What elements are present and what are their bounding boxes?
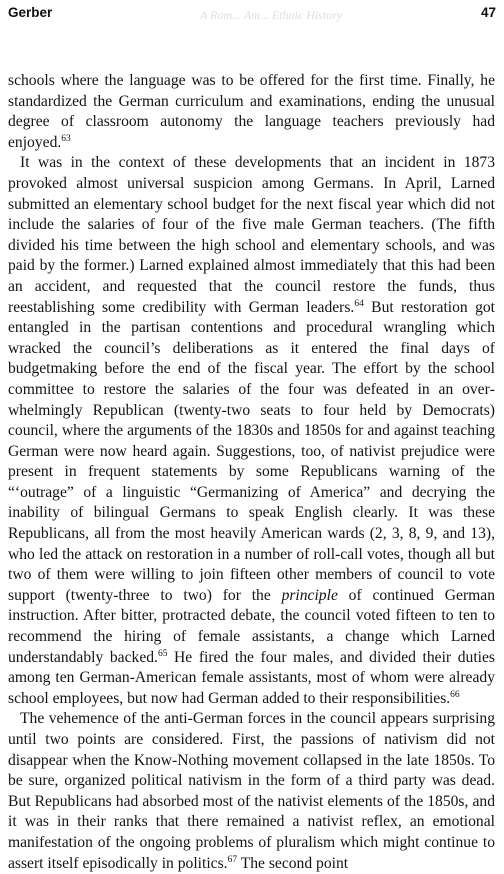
paragraph-2	[8, 153, 495, 709]
paragraph-2-text-a: It was in the context of these developments that an incident in 1873 provoked almost universal suspicion among Germans. In April, Larned submitted an elementary school budget for the next fiscal year which did not include the salaries of four of the five male German teachers. (The fifth divided his time between the high school and elementary schools, and was paid by the former.) Larned explained almost immediately that this had been an accident, and requested that the council restore the funds, thus reestablishing some credibility with German leaders.	[8, 154, 495, 316]
footnote-ref-67: 67	[227, 854, 238, 865]
footnote-ref-63: 63	[61, 133, 71, 144]
paragraph-3-text-b: The second point	[237, 854, 349, 872]
paragraph-2-text-d: He fired the four males, and divided their duties among ten German-American female assistants, most of whom were already school employees, but now had German added to their responsibilities.	[8, 648, 495, 707]
paragraph-1	[8, 71, 495, 153]
page-number: 47	[480, 5, 496, 20]
footnote-ref-65: 65	[157, 648, 168, 659]
italic-principle: principle	[281, 586, 338, 604]
bleed-through-text: A Rom... Am... Ethnic History	[200, 8, 343, 22]
footnote-ref-64: 64	[354, 298, 364, 309]
footnote-ref-66: 66	[450, 689, 460, 700]
body-text	[8, 71, 495, 874]
paragraph-3	[8, 709, 495, 874]
header-author: Gerber	[8, 5, 53, 20]
paragraph-2-text-c: of continued German instruction. After bitter, protracted debate, the council voted fifteen to ten to recommend the hiring of female assistants, a change which Larned understandably backed.	[8, 586, 495, 666]
paragraph-1-text: schools where the language was to be offered for the first time. Finally, he standardized the German curriculum and examinations, ending the unusual degree of classroom autonomy the language teachers previously had enjoyed.	[8, 72, 495, 151]
paragraph-2-text-b: But restoration got entangled in the partisan contentions and procedural wrangling which wracked the council’s deliberations as it entered the final days of budgetmaking before the end of the fiscal year. The effort by the school committee to restore the salaries of the four was defeated in an overwhelmingly Republican (twenty-two seats to four held by Democrats) council, where the arguments of the 1830s and 1850s for and against teaching German were now heard again. Suggestions, too, of nativist prejudice were present in frequent statements by some Republicans warning of the “‘outrage” of a linguistic “Germanizing of America” and decrying the inability of bilingual Germans to speak English clearly. It was these Republicans, all from the most heavily American wards (2, 3, 8, 9, and 13), who led the attack on restoration in a number of roll-call votes, though all but two of them were willing to join fifteen other members of council to vote support (twenty-three to two) for the	[8, 298, 495, 604]
paragraph-3-text-a: The vehemence of the anti-German forces in the council appears surprising until two points are considered. First, the passions of nativism did not disappear when the Know-Nothing movement collapsed in the late 1850s. To be sure, organized political nativism in the form of a third party was dead. But Republicans had absorbed most of the nativist elements of the 1850s, and it was in their ranks that there remained a nativist reflex, an emotional manifestation of the ongoing problems of pluralism which might continue to assert itself episodically in politics.	[8, 710, 495, 872]
